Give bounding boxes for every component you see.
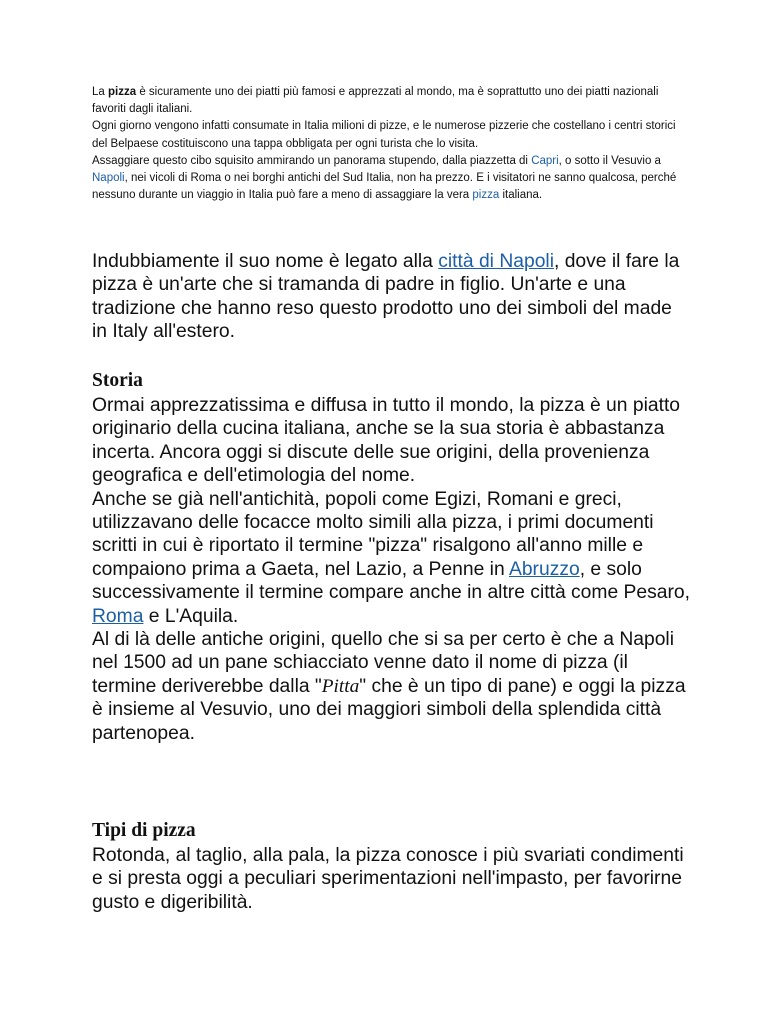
intro-text: è sicuramente uno dei piatti più famosi e apprezzati al mondo, ma è soprattutto uno dei piatti nazionali favoriti dagli italiani. <box>92 86 659 116</box>
intro-text: , nei vicoli di Roma o nei borghi antichi del Sud Italia, non ha prezzo. E i visitatori ne sanno qualcosa, perché nessuno durante un viaggio in Italia può fare a meno di assaggiare la vera <box>92 172 677 202</box>
tipi-paragraph-1: Rotonda, al taglio, alla pala, la pizza conosce i più svariati condimenti e si presta oggi a peculiari sperimentazioni nell'impasto, per favorirne gusto e digeribilità. <box>92 845 684 913</box>
pitta-term: Pitta <box>321 675 360 697</box>
storia-section <box>92 368 692 745</box>
intro-text: La <box>92 86 108 98</box>
storia-paragraph-1: Ormai apprezzatissima e diffusa in tutto il mondo, la pizza è un piatto originario della cucina italiana, anche se la sua storia è abbastanza incerta. Ancora oggi si discute delle sue origini, della provenienza geografica e dell'etimologia del nome. <box>92 395 681 487</box>
lead-text: Indubbiamente il suo nome è legato alla <box>92 251 439 272</box>
intro-text: Assaggiare questo cibo squisito ammirando un panorama stupendo, dalla piazzetta di <box>92 154 532 167</box>
citta-di-napoli-link[interactable]: città di Napoli <box>438 251 554 272</box>
capri-link[interactable]: Capri <box>531 154 559 167</box>
roma-link[interactable]: Roma <box>92 605 144 627</box>
napoli-link[interactable]: Napoli <box>92 172 125 185</box>
intro-paragraph-2: Ogni giorno vengono infatti consumate in Italia milioni di pizze, e le numerose pizzerie che costellano i centri storici del Belpaese costituiscono una tappa obbligata per ogni turista che lo visita. <box>92 120 676 150</box>
intro-paragraph-3 <box>92 153 692 205</box>
abruzzo-link[interactable]: Abruzzo <box>508 558 580 580</box>
intro-text: italiana. <box>499 189 543 202</box>
lead-text: , dove il fare la pizza è un'arte che si tramanda di padre in figlio. Un'arte e una tradizione che hanno reso questo prodotto uno dei simboli del made in Italy all'estero. <box>92 251 680 343</box>
lead-paragraph <box>92 250 692 344</box>
intro-text: , o sotto il Vesuvio a <box>558 154 661 167</box>
storia-text: " che è un tipo di pane) e oggi la pizza è insieme al Vesuvio, uno dei maggiori simboli della splendida città partenopea. <box>92 675 686 744</box>
intro-section <box>92 84 692 204</box>
storia-paragraph-3 <box>92 628 692 745</box>
storia-heading: Storia <box>92 370 143 391</box>
storia-paragraph-2 <box>92 488 692 628</box>
tipi-heading: Tipi di pizza <box>92 820 196 841</box>
storia-text: Al di là delle antiche origini, quello che si sa per certo è che a Napoli nel 1500 ad un pane schiacciato venne dato il nome di pizza (il termine deriverebbe dalla " <box>92 629 674 697</box>
tipi-section <box>92 818 692 914</box>
storia-text: Anche se già nell'antichità, popoli come Egizi, Romani e greci, utilizzavano delle focacce molto simili alla pizza, i primi documenti scritti in cui è riportato il termine "pizza" risalgono all'anno mille e compaiono prima a Gaeta, nel Lazio, a Penne in <box>92 488 654 580</box>
intro-bold-pizza: pizza <box>108 86 137 98</box>
intro-paragraph-1 <box>92 84 692 118</box>
lead-section <box>92 250 692 344</box>
pizza-link[interactable]: pizza <box>472 189 500 202</box>
storia-text: , e solo successivamente il termine compare anche in altre città come Pesaro, <box>92 558 690 604</box>
storia-text: e L'Aquila. <box>143 605 239 627</box>
